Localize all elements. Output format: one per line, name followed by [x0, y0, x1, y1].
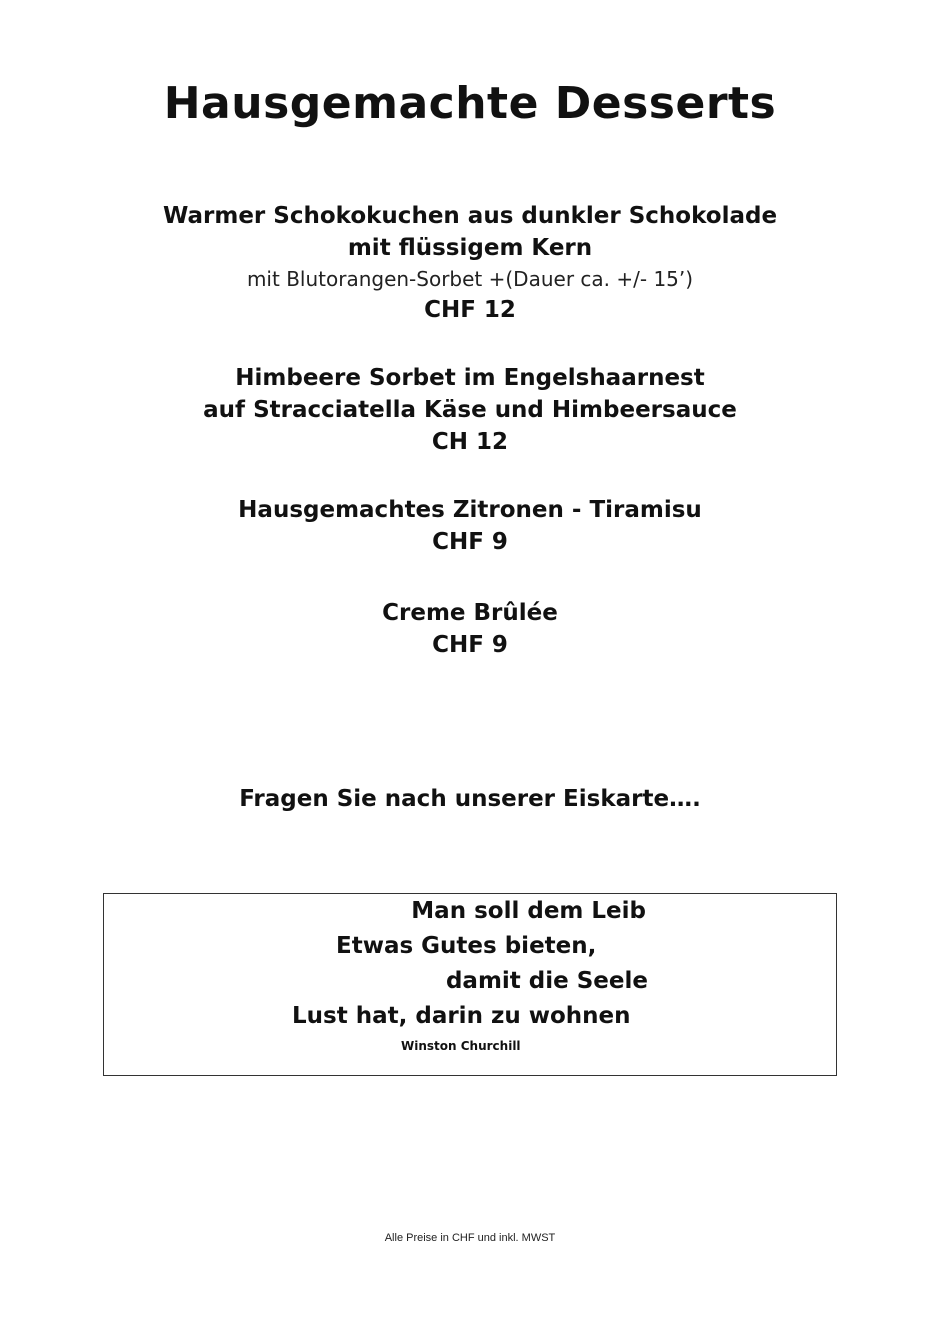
ice-cream-note: Fragen Sie nach unserer Eiskarte….	[239, 786, 701, 812]
dessert-price: CH 12	[431, 429, 509, 455]
quote-line: Man soll dem Leib	[411, 898, 646, 924]
footer-note: Alle Preise in CHF und inkl. MWST	[384, 1232, 556, 1244]
quote-line: Etwas Gutes bieten,	[336, 933, 597, 959]
dessert-price: CHF 9	[432, 632, 508, 658]
dessert-name-line: Himbeere Sorbet im Engelshaarnest	[235, 365, 705, 391]
dessert-item-creme-brulee	[0, 597, 940, 662]
dessert-name-line: auf Stracciatella Käse und Himbeersauce	[203, 397, 737, 423]
quote-line: Lust hat, darin zu wohnen	[292, 1003, 631, 1029]
dessert-item-chocolate-cake	[0, 200, 940, 327]
dessert-name-line: Hausgemachtes Zitronen - Tiramisu	[238, 497, 702, 523]
dessert-price: CHF 9	[432, 529, 508, 555]
dessert-name-line: Creme Brûlée	[382, 600, 558, 626]
quote-author: Winston Churchill	[401, 1039, 521, 1053]
dessert-item-lemon-tiramisu	[0, 494, 940, 559]
dessert-price: CHF 12	[424, 297, 516, 323]
quote-line: damit die Seele	[445, 968, 648, 994]
dessert-description: mit Blutorangen-Sorbet +(Dauer ca. +/- 15’)	[246, 267, 694, 291]
quote-box	[103, 893, 837, 1076]
dessert-name-line: mit flüssigem Kern	[347, 235, 593, 261]
dessert-item-raspberry-sorbet	[0, 362, 940, 459]
page-title: Hausgemachte Desserts	[163, 78, 777, 129]
dessert-name-line: Warmer Schokokuchen aus dunkler Schokolade	[162, 203, 778, 229]
